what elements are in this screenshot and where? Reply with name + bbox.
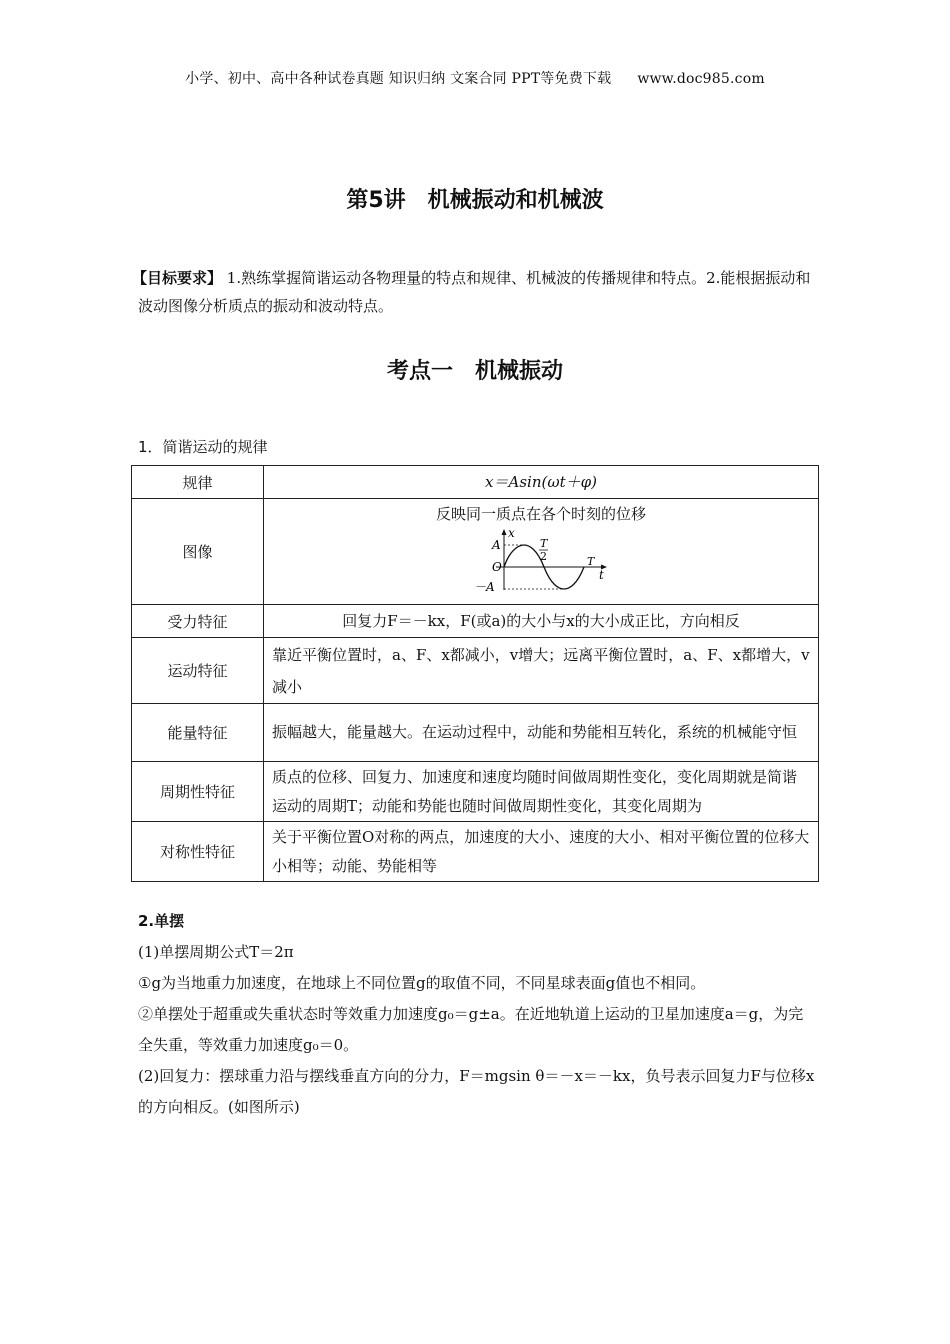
label-x: x — [508, 527, 515, 540]
label-O: O — [492, 560, 502, 574]
label-A: A — [492, 538, 501, 552]
y-axis-arrow — [502, 529, 507, 535]
header-url[interactable]: www.doc985.com — [637, 71, 765, 87]
graph-caption: 反映同一质点在各个时刻的位移 — [435, 505, 646, 523]
label-t: t — [599, 568, 604, 582]
goal-text: 1.熟练掌握简谐运动各物理量的特点和规律、机械波的传播规律和特点。2.能根据振动和波动图像分析质点的振动和波动特点。 — [138, 269, 811, 315]
row-key: 受力特征 — [132, 605, 264, 638]
graph-cell — [264, 499, 819, 605]
table-row — [132, 605, 819, 638]
row-value: 振幅越大，能量越大。在运动过程中，动能和势能相互转化，系统的机械能守恒 — [264, 704, 819, 762]
table-row — [132, 466, 819, 499]
row-value: 靠近平衡位置时，a、F、x都减小，v增大；远离平衡位置时，a、F、x都增大，v减小 — [264, 638, 819, 704]
pendulum-section — [138, 906, 818, 1123]
label-half-period-den: 2 — [540, 550, 547, 563]
pendulum-note-1: ①g为当地重力加速度，在地球上不同位置g的取值不同，不同星球表面g值也不相同。 — [138, 974, 706, 992]
restoring-force: (2)回复力：摆球重力沿与摆线垂直方向的分力，F＝mgsin θ＝－x＝－kx，负号表示回复力F与位移x的方向相反。(如图所示) — [138, 1067, 815, 1116]
goal-tag: 【目标要求】 — [132, 269, 223, 287]
row-value: 关于平衡位置O对称的两点，加速度的大小、速度的大小、相对平衡位置的位移大小相等；动能、势能相等 — [264, 822, 819, 882]
label-half-period-num: T — [540, 537, 548, 550]
pendulum-heading: 2.单摆 — [138, 912, 185, 930]
table-row — [132, 822, 819, 882]
label-period: T — [587, 555, 595, 568]
table-row — [132, 704, 819, 762]
header-text: 小学、初中、高中各种试卷真题 知识归纳 文案合同 PPT等免费下载 — [185, 71, 612, 87]
page-header — [0, 68, 950, 88]
section-title: 考点一 机械振动 — [386, 359, 563, 384]
row-key: 运动特征 — [132, 638, 264, 704]
page-title: 第5讲 机械振动和机械波 — [346, 188, 604, 213]
goal-paragraph — [132, 264, 818, 320]
pendulum-formula: (1)单摆周期公式T＝2π — [138, 943, 294, 961]
shm-rules-table — [131, 465, 819, 882]
label-negA: －A — [474, 580, 495, 593]
subsection-heading: 1．简谐运动的规律 — [138, 438, 268, 456]
row-value: x＝Asin(ωt＋φ) — [264, 466, 819, 499]
row-key: 图像 — [132, 499, 264, 605]
row-value: 回复力F＝－kx，F(或a)的大小与x的大小成正比，方向相反 — [264, 605, 819, 638]
table-row — [132, 762, 819, 822]
row-key: 周期性特征 — [132, 762, 264, 822]
pendulum-note-2: ②单摆处于超重或失重状态时等效重力加速度g₀＝g±a。在近地轨道上运动的卫星加速度a＝g，为完全失重，等效重力加速度g₀＝0。 — [138, 1005, 804, 1054]
table-row — [132, 638, 819, 704]
sine-wave-graph — [466, 527, 616, 593]
row-value: 质点的位移、回复力、加速度和速度均随时间做周期性变化，变化周期就是简谐运动的周期T；动能和势能也随时间做周期性变化，其变化周期为 — [264, 762, 819, 822]
row-key: 能量特征 — [132, 704, 264, 762]
row-key: 规律 — [132, 466, 264, 499]
row-key: 对称性特征 — [132, 822, 264, 882]
table-row — [132, 499, 819, 605]
